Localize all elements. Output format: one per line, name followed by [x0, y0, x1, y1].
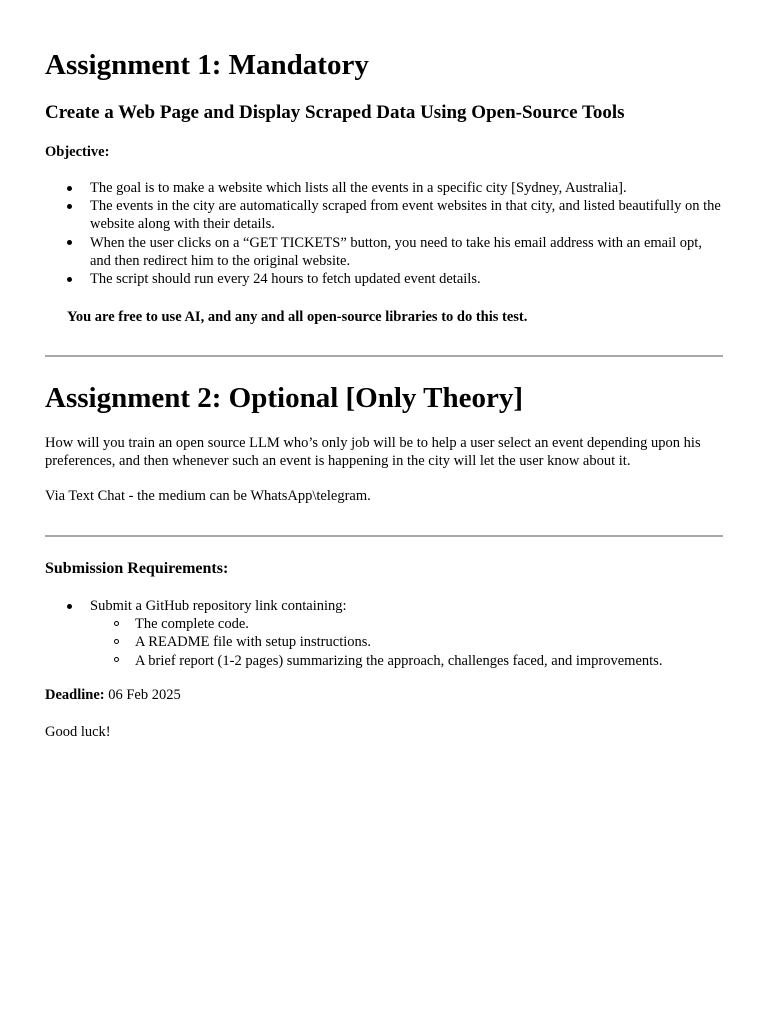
sublist-item: A README file with setup instructions.: [90, 633, 725, 651]
submission-item-text: Submit a GitHub repository link containing:: [90, 598, 347, 614]
submission-title: Submission Requirements:: [45, 560, 229, 577]
assignment2-title: Assignment 2: Optional [Only Theory]: [45, 382, 524, 414]
closing-text: Good luck!: [45, 724, 111, 740]
deadline-label: Deadline:: [45, 687, 105, 703]
submission-list: [45, 597, 725, 670]
deadline-line: [45, 686, 735, 704]
list-item: The script should run every 24 hours to fetch updated event details.: [45, 270, 725, 288]
sublist-item: The complete code.: [90, 615, 725, 633]
list-item: When the user clicks on a “GET TICKETS” button, you need to take his email address with an email opt, and then redirect him to the original website.: [45, 234, 725, 270]
list-item: The goal is to make a website which lists all the events in a specific city [Sydney, Australia].: [45, 179, 725, 197]
assignment2-medium: Via Text Chat - the medium can be WhatsApp\telegram.: [45, 488, 371, 504]
objective-list: [45, 179, 725, 288]
list-item: The events in the city are automatically scraped from event websites in that city, and listed beautifully on the website along with their details.: [45, 197, 725, 233]
assignment1-title: Assignment 1: Mandatory: [45, 49, 369, 81]
sublist-item: A brief report (1-2 pages) summarizing the approach, challenges faced, and improvements.: [90, 652, 725, 670]
objective-label: Objective:: [45, 144, 110, 160]
submission-sublist: [90, 615, 725, 670]
assignment2-question: How will you train an open source LLM who’s only job will be to help a user select an event depending upon his preferences, and then whenever such an event is happening in the city will let the user know about it.: [45, 435, 701, 470]
free-to-use-note: You are free to use AI, and any and all open-source libraries to do this test.: [67, 309, 528, 325]
list-item: [45, 597, 725, 670]
assignment1-subtitle: Create a Web Page and Display Scraped Data Using Open-Source Tools: [45, 102, 625, 123]
section-divider: [45, 355, 723, 357]
deadline-value: 06 Feb 2025: [108, 687, 181, 703]
section-divider: [45, 535, 723, 537]
